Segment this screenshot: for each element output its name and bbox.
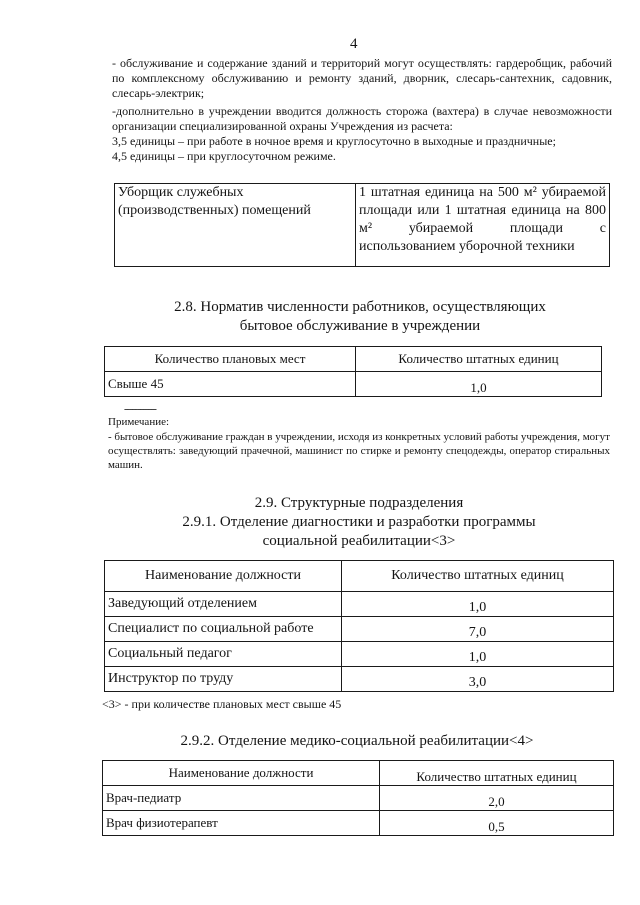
table-row	[105, 617, 614, 642]
units-cell: 1,0	[342, 642, 614, 667]
table-row	[105, 592, 614, 617]
guard-rate-line-2: 4,5 единицы – при круглосуточном режиме.	[112, 149, 336, 163]
note-title: Примечание:	[108, 416, 170, 428]
column-header-units: Количество штатных единиц	[342, 561, 614, 592]
diagnostics-department-table	[104, 560, 614, 692]
section-2-9-2-heading: 2.9.2. Отделение медико-социальной реабилитации<4>	[180, 733, 534, 749]
column-header-position: Наименование должности	[105, 561, 342, 592]
cleaner-norm-table	[114, 183, 610, 267]
units-cell: 2,0	[380, 786, 614, 811]
table-row	[105, 372, 602, 397]
table-row	[105, 667, 614, 692]
column-header-position: Наименование должности	[103, 761, 380, 786]
guard-rate-line-1: 3,5 единицы – при работе в ночное время и круглосуточно в выходные и праздничные;	[112, 134, 556, 148]
section-2-9-1-heading-line-1: 2.9.1. Отделение диагностики и разработки программы	[182, 514, 536, 530]
table-header-row	[105, 561, 614, 592]
separator-dashes: ------------	[124, 403, 156, 415]
medical-rehab-table	[102, 760, 614, 836]
position-cell: Инструктор по труду	[105, 667, 342, 692]
cleaner-position-cell: Уборщик служебных (производственных) помещений	[115, 184, 356, 267]
household-service-table	[104, 346, 602, 397]
table-row	[105, 642, 614, 667]
section-2-9-1-heading-line-2: социальной реабилитации<3>	[262, 533, 456, 549]
position-cell: Специалист по социальной работе	[105, 617, 342, 642]
table-header-row	[103, 761, 614, 786]
position-cell: Врач физиотерапевт	[103, 811, 380, 836]
cleaner-norm-cell: 1 штатная единица на 500 м² убираемой площади или 1 штатная единица на 800 м² убираемой площади с использованием уборочной техники	[356, 184, 610, 267]
units-cell: 0,5	[380, 811, 614, 836]
section-2-8-heading-line-2: бытовое обслуживание в учреждении	[239, 318, 481, 334]
position-cell: Социальный педагог	[105, 642, 342, 667]
table-row	[103, 786, 614, 811]
column-header-places: Количество плановых мест	[105, 347, 356, 372]
units-cell: 3,0	[342, 667, 614, 692]
units-cell: 1,0	[356, 372, 602, 397]
maintenance-paragraph: - обслуживание и содержание зданий и территорий могут осуществлять: гардеробщик, рабочий по комплексному обслуживанию и ремонту зданий, дворник, слесарь-сантехник, садовник, слесарь-электрик;	[112, 56, 612, 100]
units-cell: 1,0	[342, 592, 614, 617]
column-header-units: Количество штатных единиц	[356, 347, 602, 372]
guard-paragraph: -дополнительно в учреждении вводится должность сторожа (вахтера) в случае невозможности организации специализированной охраны Учреждения из расчета:	[112, 104, 612, 133]
section-2-9-heading: 2.9. Структурные подразделения	[254, 495, 464, 511]
position-cell: Заведующий отделением	[105, 592, 342, 617]
column-header-units: Количество штатных единиц	[380, 761, 614, 786]
table-row	[103, 811, 614, 836]
page-number: 4	[350, 36, 358, 52]
note-text: - бытовое обслуживание граждан в учреждении, исходя из конкретных условий работы учреждения, могут осуществлять: заведующий прачечной, машинист по стирке и ремонту спецодежды, оператор стиральных машин.	[108, 431, 610, 471]
footnote: <3> - при количестве плановых мест свыше 45	[102, 697, 342, 711]
section-2-8-heading-line-1: 2.8. Норматив численности работников, осуществляющих	[174, 299, 546, 315]
position-cell: Врач-педиатр	[103, 786, 380, 811]
table-row	[115, 184, 610, 267]
units-cell: 7,0	[342, 617, 614, 642]
places-cell: Свыше 45	[105, 372, 356, 397]
table-header-row	[105, 347, 602, 372]
